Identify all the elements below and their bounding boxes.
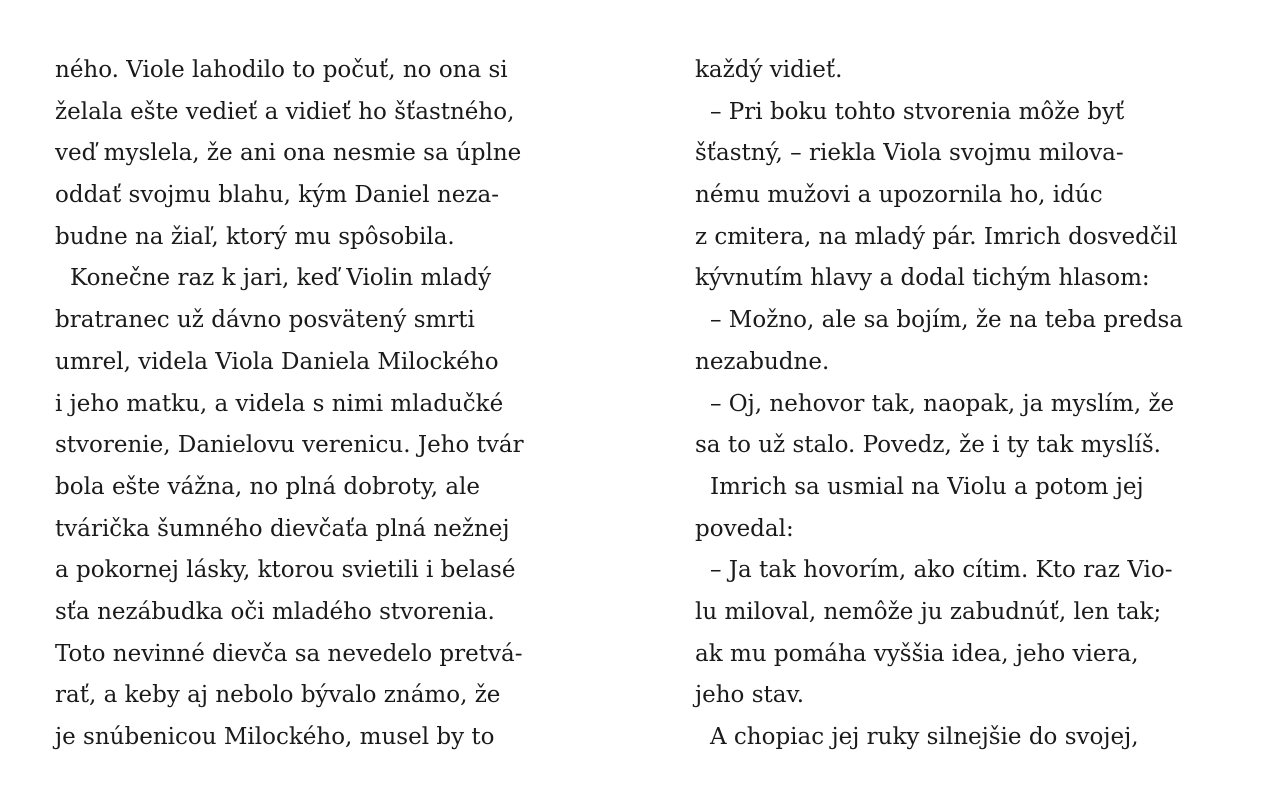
left-page-line: rať, a keby aj nebolo bývalo známo, že [55,682,501,709]
left-page-line: stvorenie, Danielovu verenicu. Jeho tvár [55,432,524,459]
right-page-line: šťastný, – riekla Viola svojmu milova- [695,140,1124,167]
right-page-line: jeho stav. [695,682,805,709]
left-page-line: Toto nevinné dievča sa nevedelo pretvá- [55,640,523,667]
right-page-line: povedal: [695,515,794,542]
right-page-line: – Pri boku tohto stvorenia môže byť [710,98,1125,125]
right-page-line: A chopiac jej ruky silnejšie do svojej, [710,724,1139,750]
right-page-line: – Možno, ale sa bojím, že na teba predsa [710,307,1183,334]
right-page-line: – Ja tak hovorím, ako cítim. Kto raz Vio- [710,557,1173,584]
right-page-line: lu miloval, nemôže ju zabudnúť, len tak; [695,598,1162,625]
left-page-line: bratranec už dávno posvätený smrti [55,307,475,334]
left-page-text [55,50,585,759]
left-page-line: je snúbenicou Milockého, musel by to [55,724,495,750]
right-page-line: kývnutím hlavy a dodal tichým hlasom: [695,265,1150,292]
right-page-line: – Oj, nehovor tak, naopak, ja myslím, že [710,390,1175,417]
left-page-line: umrel, videla Viola Daniela Milockého [55,348,499,375]
right-page-line: každý vidieť. [695,57,843,83]
left-page-line: a pokornej lásky, ktorou svietili i belasé [55,557,516,584]
left-page-line: bola ešte vážna, no plná dobroty, ale [55,473,481,500]
left-page-line: oddať svojmu blahu, kým Daniel neza- [55,182,499,209]
left-page-line: i jeho matku, a videla s nimi mladučké [55,390,504,417]
right-page-text [695,50,1240,759]
left-page-line: Konečne raz k jari, keď Violin mladý [70,265,492,292]
right-page-line: Imrich sa usmial na Violu a potom jej [710,473,1144,500]
left-page-line: želala ešte vedieť a vidieť ho šťastného, [55,98,515,125]
right-page-line: nezabudne. [695,348,830,375]
left-page-line: tvárička šumného dievčaťa plná nežnej [55,515,510,542]
left-page-line: budne na žiaľ, ktorý mu spôsobila. [55,223,455,250]
right-page-line: nému mužovi a upozornila ho, idúc [695,182,1103,209]
left-page-line: sťa nezábudka oči mladého stvorenia. [55,598,495,625]
left-page-line: ného. Viole lahodilo to počuť, no ona si [55,57,508,83]
right-page-line: sa to už stalo. Povedz, že i ty tak myslíš. [695,432,1161,459]
right-page-line: ak mu pomáha vyššia idea, jeho viera, [695,640,1139,667]
left-page-line: veď myslela, že ani ona nesmie sa úplne [55,140,522,167]
right-page-line: z cmitera, na mladý pár. Imrich dosvedčil [695,223,1178,250]
